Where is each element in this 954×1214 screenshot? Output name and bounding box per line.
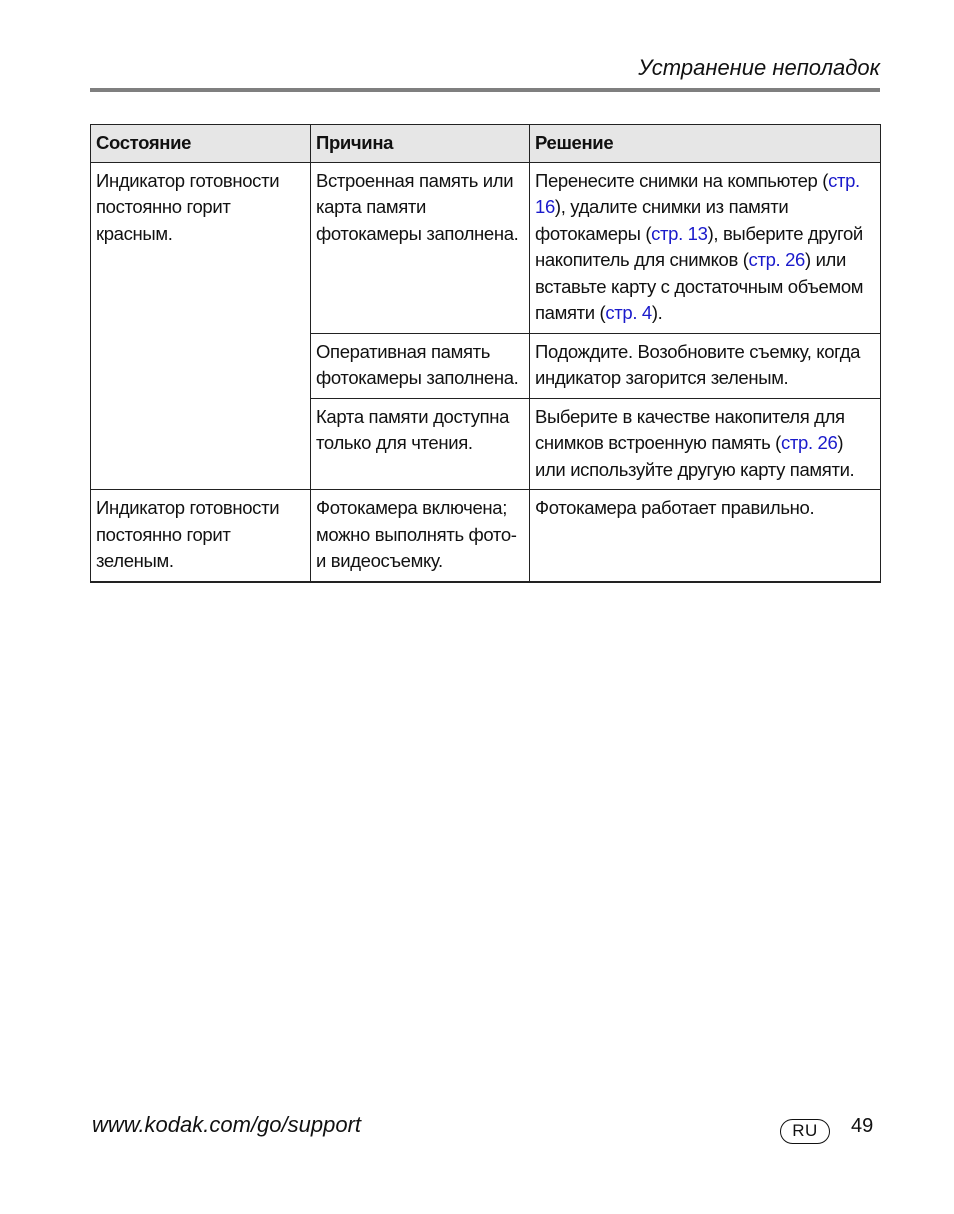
solution-text: ). xyxy=(651,302,663,323)
column-header-state: Состояние xyxy=(91,125,311,163)
solution-cell: Подождите. Возобновите съемку, когда индикатор загорится зеленым. xyxy=(530,333,881,398)
table-row xyxy=(91,490,881,582)
cause-cell: Оперативная память фотокамеры заполнена. xyxy=(311,333,530,398)
troubleshooting-table xyxy=(90,124,881,583)
page-ref-link[interactable]: стр. 13 xyxy=(651,222,708,244)
table-row xyxy=(91,162,881,333)
solution-text: Выберите в качестве накопителя для снимков встроенную память ( xyxy=(535,405,845,453)
page-ref-link[interactable]: стр. 16 xyxy=(535,169,860,217)
header-divider xyxy=(90,88,880,92)
cause-cell: Встроенная память или карта памяти фотокамеры заполнена. xyxy=(311,162,530,333)
solution-text: ), удалите снимки из памяти фотокамеры ( xyxy=(535,196,789,244)
cause-cell: Карта памяти доступна только для чтения. xyxy=(311,398,530,490)
page-ref-link[interactable]: стр. 4 xyxy=(605,302,652,323)
table-header-row xyxy=(91,125,881,163)
page-number: 49 xyxy=(851,1115,874,1137)
solution-text: Перенесите снимки на компьютер ( xyxy=(535,169,829,191)
page-ref-link[interactable]: стр. 26 xyxy=(781,432,838,453)
solution-cell xyxy=(530,162,881,333)
state-cell: Индикатор готовности постоянно горит зеленым. xyxy=(91,490,311,582)
column-header-cause: Причина xyxy=(311,125,530,163)
solution-cell xyxy=(530,398,881,490)
state-cell: Индикатор готовности постоянно горит красным. xyxy=(91,162,311,490)
column-header-solution: Решение xyxy=(530,125,881,163)
solution-text: ) или вставьте карту с достаточным объемом памяти ( xyxy=(535,249,864,323)
language-badge: RU xyxy=(780,1119,830,1144)
section-title: Устранение неполадок xyxy=(638,55,880,80)
solution-cell: Фотокамера работает правильно. xyxy=(530,490,881,582)
cause-cell: Фотокамера включена; можно выполнять фото- и видеосъемку. xyxy=(311,490,530,582)
page-ref-link[interactable]: стр. 26 xyxy=(748,249,805,270)
solution-text: ) или используйте другую карту памяти. xyxy=(535,432,855,480)
solution-text: ), выберите другой накопитель для снимков ( xyxy=(535,222,863,270)
support-url: www.kodak.com/go/support xyxy=(92,1112,362,1137)
